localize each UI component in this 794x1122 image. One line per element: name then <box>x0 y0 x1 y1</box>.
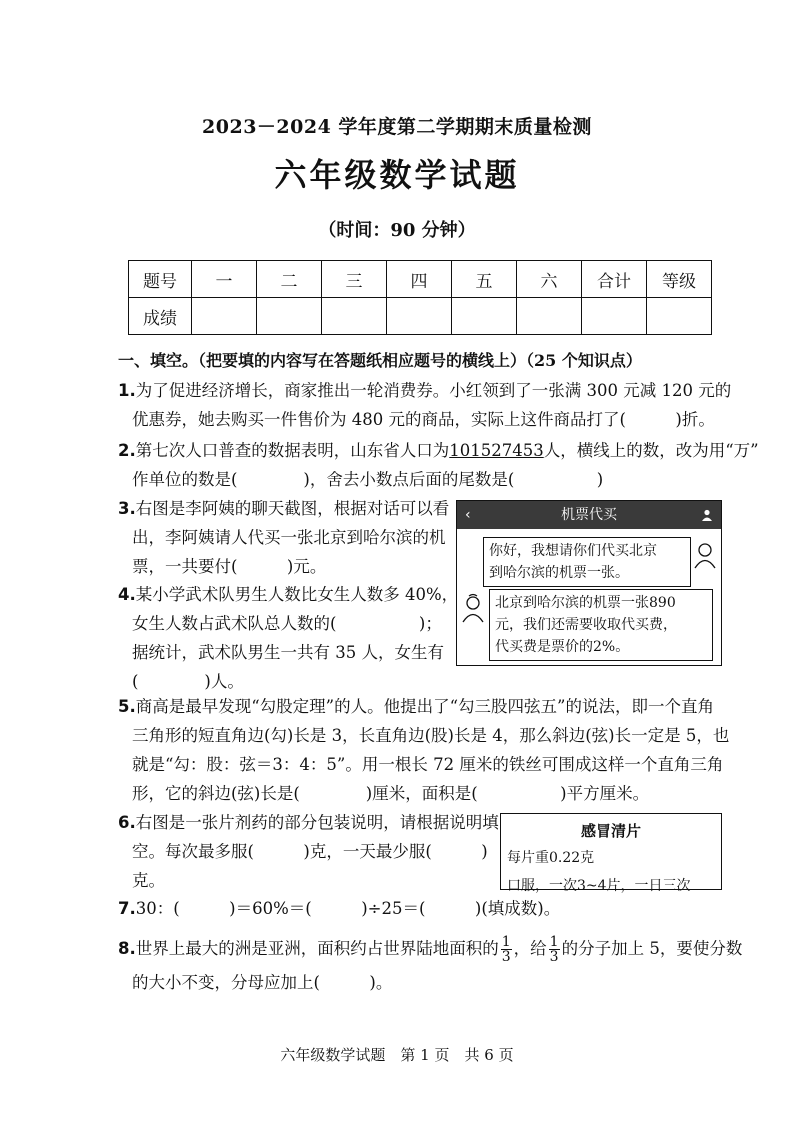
population-number: 101527453 <box>449 441 544 460</box>
question-6 <box>118 808 499 895</box>
score-cell: 五 <box>452 261 517 298</box>
question-5 <box>118 692 729 808</box>
fraction <box>549 935 560 964</box>
fraction-denominator: 3 <box>549 949 559 965</box>
question-number: 3. <box>118 499 136 518</box>
score-cell: 二 <box>257 261 322 298</box>
avatar-icon <box>693 541 717 569</box>
medicine-dosage: 口服，一次3~4片，一日三次 <box>507 878 691 894</box>
medicine-name: 感冒清片 <box>580 822 641 840</box>
fraction-denominator: 3 <box>501 949 511 965</box>
question-2 <box>118 436 759 494</box>
fraction-numerator: 1 <box>501 934 511 950</box>
score-cell: 合计 <box>582 261 647 298</box>
question-text: 出，李阿姨请人代买一张北京到哈尔滨的机 <box>132 528 446 547</box>
question-number: 8. <box>118 939 136 958</box>
score-input-cell[interactable] <box>452 298 517 335</box>
question-number: 2. <box>118 441 136 460</box>
fraction <box>501 935 512 964</box>
question-text: 形，它的斜边(弦)长是( )厘米，面积是( )平方厘米。 <box>132 784 650 803</box>
question-text: 女生人数占武术队总人数的( )； <box>132 614 442 633</box>
question-number: 1. <box>118 381 136 400</box>
user-icon <box>701 509 713 521</box>
score-cell: 一 <box>192 261 257 298</box>
page-footer: 六年级数学试题 第 1 页 共 6 页 <box>280 1046 514 1064</box>
score-input-cell[interactable] <box>192 298 257 335</box>
chat-screenshot <box>456 500 722 666</box>
question-number: 7. <box>118 899 136 918</box>
score-input-cell[interactable] <box>582 298 647 335</box>
score-input-cell[interactable] <box>517 298 582 335</box>
question-number: 6. <box>118 813 136 832</box>
question-text: ，给 <box>513 939 547 958</box>
question-1 <box>118 376 731 434</box>
question-text: 的大小不变，分母应加上( )。 <box>132 973 393 992</box>
question-number: 5. <box>118 697 136 716</box>
score-cell: 题号 <box>129 261 192 298</box>
score-cell: 六 <box>517 261 582 298</box>
fraction-numerator: 1 <box>549 934 559 950</box>
section-heading: 一、填空。（把要填的内容写在答题纸相应题号的横线上）（25 个知识点） <box>118 351 642 370</box>
score-cell: 等级 <box>647 261 712 298</box>
question-text: 优惠券，她去购买一件售价为 480 元的商品，实际上这件商品打了( )折。 <box>132 410 715 429</box>
question-text: 据统计，武术队男生一共有 35 人，女生有 <box>132 643 444 662</box>
question-8 <box>118 932 742 1000</box>
question-text: 商高是最早发现“勾股定理”的人。他提出了“勾三股四弦五”的说法，即一个直角 <box>135 697 714 716</box>
question-text: 第七次人口普查的数据表明，山东省人口为 <box>135 441 450 460</box>
question-4 <box>118 580 458 696</box>
score-input-cell[interactable] <box>257 298 322 335</box>
chat-text: 你好，我想请你们代买北京 <box>489 543 657 559</box>
chat-message-left <box>489 589 713 661</box>
question-text: 世界上最大的洲是亚洲，面积约占世界陆地面积的 <box>135 939 499 958</box>
medicine-weight: 每片重0.22克 <box>507 850 595 866</box>
question-text: 右图是李阿姨的聊天截图，根据对话可以看 <box>135 499 450 518</box>
question-text: 克。 <box>132 871 165 890</box>
score-cell: 四 <box>387 261 452 298</box>
exam-term: 2023－2024 学年度第二学期期末质量检测 <box>202 116 592 138</box>
chat-text: 元，我们还需要收取代买费， <box>495 617 677 633</box>
question-text: 空。每次最多服( )克，一天最少服( ) <box>132 842 488 861</box>
score-cell: 三 <box>322 261 387 298</box>
score-input-cell[interactable] <box>322 298 387 335</box>
question-text: 就是“勾：股：弦＝3：4：5”。用一根长 72 厘米的铁丝可围成这样一个直角三角 <box>132 755 724 774</box>
score-input-cell[interactable] <box>647 298 712 335</box>
chat-title-bar <box>457 501 721 529</box>
question-text: ( )人。 <box>132 672 244 691</box>
question-text: 右图是一张片剂药的部分包装说明，请根据说明填 <box>135 813 499 832</box>
medicine-label-box <box>500 813 722 894</box>
question-text: 30：( )＝60%＝( )÷25＝( )(填成数)。 <box>135 899 561 918</box>
question-text: 作单位的数是( )，舍去小数点后面的尾数是( ) <box>132 470 604 489</box>
chat-text: 代买费是票价的2%。 <box>495 639 630 655</box>
score-table-score-row <box>129 298 712 335</box>
score-table <box>128 260 712 335</box>
chat-title: 机票代买 <box>561 507 617 523</box>
question-text: 三角形的短直角边(勾)长是 3，长直角边(股)长是 4，那么斜边(弦)长一定是 5，也 <box>132 726 730 745</box>
chat-text: 到哈尔滨的机票一张。 <box>489 565 629 581</box>
question-text: 为了促进经济增长，商家推出一轮消费券。小红领到了一张满 300 元减 120 元的 <box>135 381 732 400</box>
back-arrow-icon: ‹ <box>465 507 471 523</box>
question-number: 4. <box>118 585 136 604</box>
score-table-header-row <box>129 261 712 298</box>
score-cell: 成绩 <box>129 298 192 335</box>
exam-time: （时间：90 分钟） <box>318 220 476 241</box>
question-7 <box>118 894 560 923</box>
question-text: 人，横线上的数，改为用“万” <box>543 441 759 460</box>
question-text: 某小学武术队男生人数比女生人数多 40%， <box>135 585 459 604</box>
chat-message-right <box>483 537 691 587</box>
score-input-cell[interactable] <box>387 298 452 335</box>
exam-title: 六年级数学试题 <box>274 156 520 194</box>
question-3 <box>118 494 449 581</box>
question-text: 的分子加上 5，要使分数 <box>561 939 743 958</box>
chat-text: 北京到哈尔滨的机票一张890 <box>495 595 676 611</box>
avatar-icon <box>461 593 485 623</box>
question-text: 票，一共要付( )元。 <box>132 557 327 576</box>
